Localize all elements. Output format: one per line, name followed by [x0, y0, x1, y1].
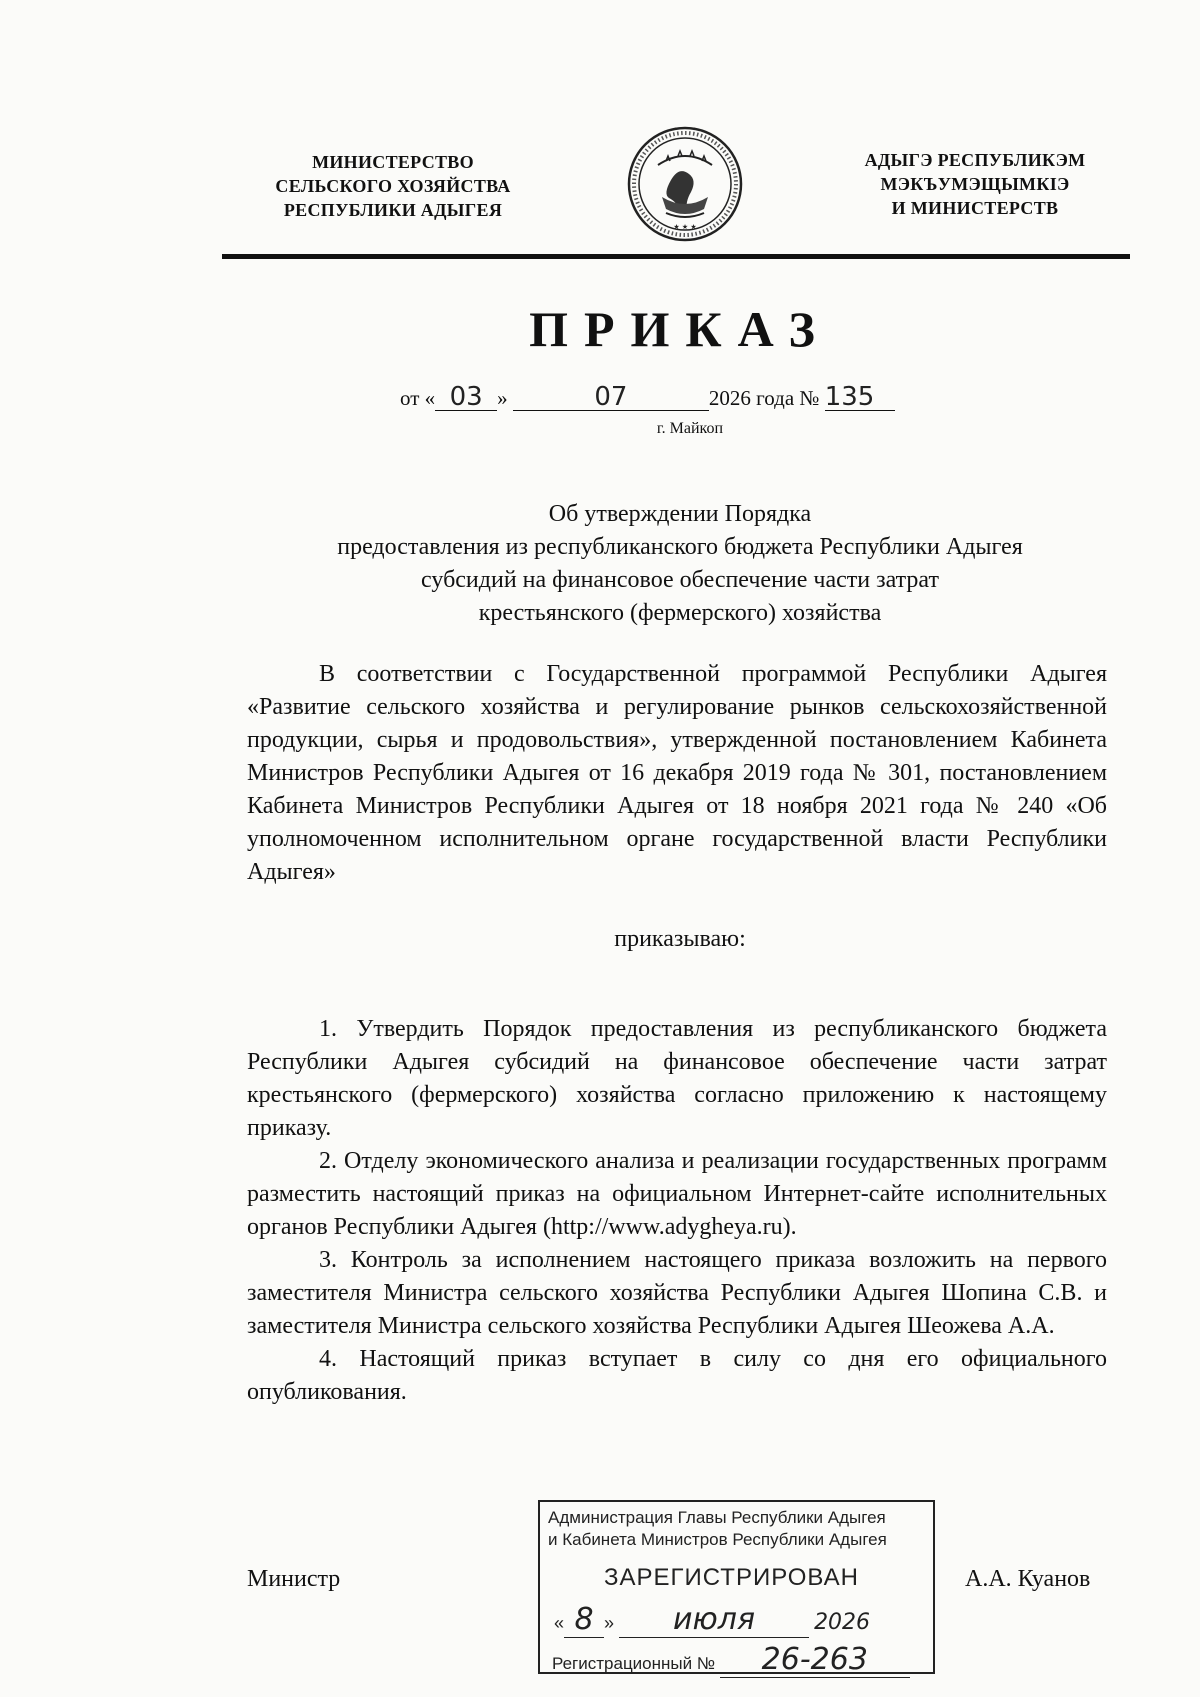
subject-line: предоставления из республиканского бюджета Республики Адыгея — [337, 534, 1023, 560]
city: г. Майкоп — [656, 420, 724, 437]
stamp-date-month: июля — [619, 1602, 809, 1638]
order-subject — [270, 498, 1090, 630]
stamp-reg-number: 26-263 — [720, 1642, 910, 1678]
stamp-date — [554, 1602, 924, 1638]
adygea-coat-of-arms-icon — [626, 125, 744, 243]
signer-position: Министр — [247, 1566, 341, 1592]
stamp-date-year: 2026 — [814, 1610, 871, 1635]
stamp-date-close: » — [604, 1613, 615, 1633]
order-year-label: 2026 года № — [708, 386, 820, 410]
ministry-name-line: АДЫГЭ РЕСПУБЛИКЭМ — [864, 150, 1086, 170]
ministry-name-line: СЕЛЬСКОГО ХОЗЯЙСТВА — [275, 176, 511, 196]
stamp-reg-label: Регистрационный № — [552, 1654, 716, 1673]
ministry-name-line: РЕСПУБЛИКИ АДЫГЕЯ — [283, 200, 503, 220]
ministry-name-line: МЭКЪУМЭЩЫМКIЭ — [880, 174, 1070, 194]
stamp-date-open: « — [554, 1613, 565, 1633]
header-divider — [222, 254, 1130, 259]
stamp-date-day: 8 — [564, 1602, 604, 1638]
date-prefix: от « — [400, 386, 436, 410]
order-month: 07 — [513, 384, 709, 411]
preamble-text: В соответствии с Государственной программой Республики Адыгея «Развитие сельского хозяйства и регулирование рынков сельскохозяйственной продукции, сырья и продовольствия», утвержденной постановлением Кабинета Министров Республики Адыгея от 16 декабря 2019 года № 301, постановлением Кабинета Министров Республики Адыгея от 18 ноября 2021 года № 240 «Об уполномоченном исполнительном органе государственной власти Республики Адыгея» — [247, 661, 1107, 885]
order-item: 2. Отделу экономического анализа и реализации государственных программ разместить настоящий приказ на официальном Интернет-сайте исполнительных органов Республики Адыгея (http://www.adygheya.ru). — [247, 1148, 1107, 1240]
date-quote-close: » — [497, 386, 508, 410]
signer-name: А.А. Куанов — [965, 1566, 1091, 1592]
order-day: 03 — [435, 384, 497, 411]
order-number: 135 — [825, 384, 895, 411]
registration-stamp — [538, 1500, 935, 1677]
stamp-org-line: Администрация Главы Республики Адыгея — [548, 1508, 886, 1527]
order-dateline — [400, 384, 1100, 411]
order-item: 1. Утвердить Порядок предоставления из республиканского бюджета Республики Адыгея субсидий на финансовое обеспечение части затрат крестьянского (фермерского) хозяйства согласно приложению к настоящему приказу. — [247, 1016, 1107, 1141]
subject-line: Об утверждении Порядка — [548, 501, 812, 527]
document-title: ПРИКАЗ — [529, 301, 831, 357]
ministry-name-line: И МИНИСТЕРСТВ — [891, 198, 1059, 218]
preamble — [247, 658, 1107, 889]
order-items — [247, 1013, 1107, 1409]
ministry-name-line: МИНИСТЕРСТВО — [312, 152, 474, 172]
ministry-name-russian — [248, 150, 538, 222]
svg-text:★ ★ ★: ★ ★ ★ — [673, 223, 697, 231]
ministry-name-adyghe — [840, 148, 1110, 220]
subject-line: крестьянского (фермерского) хозяйства — [478, 600, 882, 626]
stamp-org-line: и Кабинета Министров Республики Адыгея — [548, 1530, 887, 1549]
order-item: 4. Настоящий приказ вступает в силу со дня его официального опубликования. — [247, 1346, 1107, 1405]
subject-line: субсидий на финансовое обеспечение части затрат — [421, 567, 939, 593]
order-item: 3. Контроль за исполнением настоящего приказа возложить на первого заместителя Министра сельского хозяйства Республики Адыгея Шопина С.В. и заместителя Министра сельского хозяйства Республики Адыгея Шеожева А.А. — [247, 1247, 1107, 1339]
stamp-registration — [552, 1642, 910, 1678]
stamp-status: ЗАРЕГИСТРИРОВАН — [604, 1564, 859, 1591]
order-word: приказываю: — [614, 926, 746, 952]
